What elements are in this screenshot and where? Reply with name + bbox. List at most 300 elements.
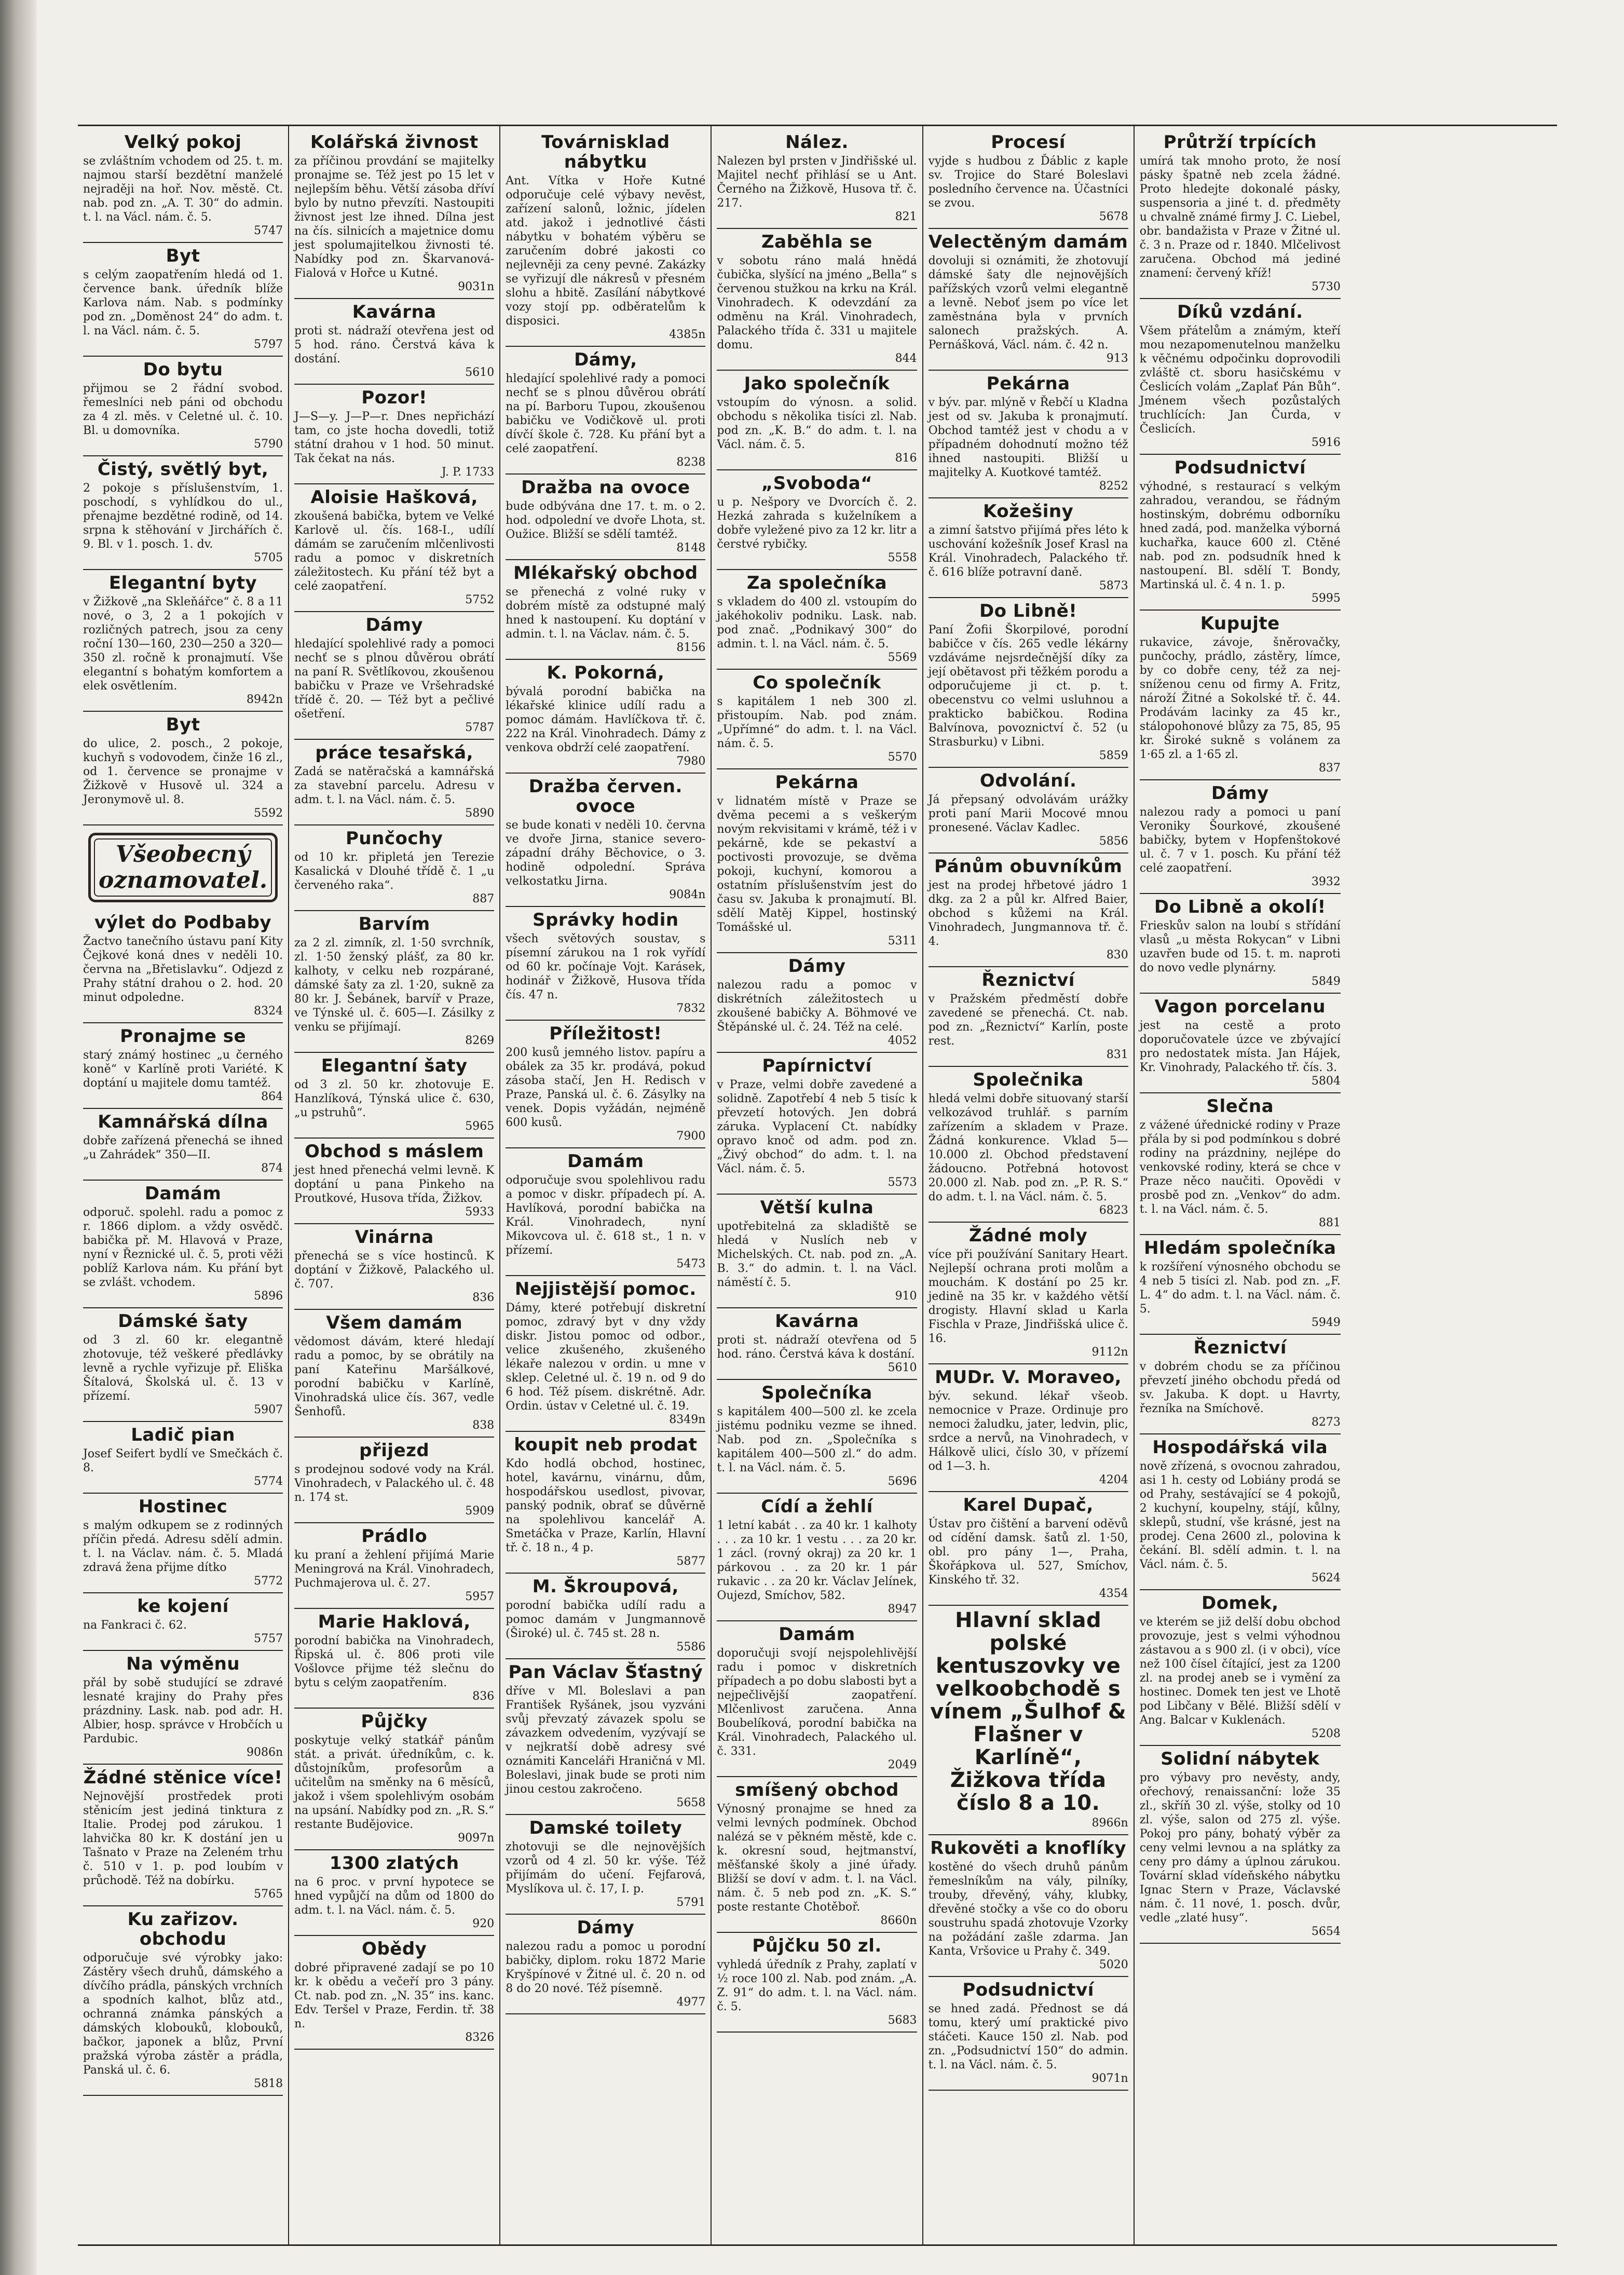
ad-body: Všem přátelům a známým, kteří mou nezapomenutelnou manželku k věčnému odpočinku doprovodili zvláště ct. sboru hasičskému v Česlicích volám „Zaplať Pán Bůh“. Jménem všech pozůstalých truchlících: Jan Čurda, v Česlicích. <box>1139 324 1341 436</box>
ad-body: starý známý hostinec „u černého koně“ v Karlíně proti Variété. K doptání u majitele domu tamtéž. <box>83 1049 283 1090</box>
column-4 <box>712 126 923 2244</box>
ad-code: 6823 <box>1099 1204 1128 1217</box>
ad-body: Žactvo tanečního ústavu paní Kity Čejkové koná dnes v neděli 10. června na „Břetislavku“. Odjezd z Prahy státní drahou o 2. hod. 20 minut odpoledne. <box>83 935 283 1004</box>
classified-ad <box>83 1494 283 1593</box>
ad-title: Jako společník <box>744 373 890 394</box>
classified-ad <box>1140 611 1341 780</box>
ad-title: Řeznictví <box>1193 1337 1287 1358</box>
ad-body: s kapitálem 400—500 zl. ke zcela jistému podniku vezme se ihned. Nab. pod zn. „Společníka s kapitálem 400—500 zl.“ do adm. t. l. na Václ. nám. č. 5. <box>717 1405 917 1474</box>
ad-code: 4354 <box>1099 1587 1128 1600</box>
ad-body: všech světových soustav, s písemní zárukou na 1 rok vyřídí od 60 kr. počínaje Vojt. Karásek, hodinář v Žižkově, Husova třída čís. 47 n. <box>506 932 706 1001</box>
ad-body: vědomost dávám, které hledají radu a pomoc, by se obrátily na paní Kateřinu Maršálkové, porodní babičku v Karlíně, Vinohradská ulice čís. 367, vedle Šenhofů. <box>294 1335 495 1418</box>
ad-title: Byt <box>166 714 200 735</box>
classified-ad <box>506 1432 705 1574</box>
classified-ad <box>1140 1335 1341 1434</box>
ad-title: Kolářská živnost <box>310 132 479 153</box>
ad-body: v býv. par. mlýně v Řebčí u Kladna jest od sv. Jakuba k pronajmutí. Obchod tamtéž jest v chodu a v případném dohodnutí možno též ihned nastoupiti. Bližší u majitelky A. Kuotkové tamtéž. <box>928 396 1128 479</box>
ad-code: 5957 <box>465 1590 495 1603</box>
ad-body: býv. sekund. lékař všeob. nemocnice v Praze. Ordinuje pro nemoci žaludku, jater, ledvin, plic, srdce a nervů, na Vinohradech, v Hálkově ulici, číslo 30, v přízemí od 1—3. h. <box>928 1390 1128 1473</box>
ad-body: Zadá se natěračská a kamnářská za stavební parcelu. Adresu v adm. t. l. na Václ. nám. č. 5. <box>294 765 495 806</box>
classified-ad <box>294 484 494 612</box>
classified-ad <box>1140 1235 1341 1335</box>
ad-title: Podsudnictví <box>1174 457 1306 478</box>
ad-body: ve kterém se již delší dobu obchod provozuje, jest s velmi výhodnou zástavou a s 900 zl. (i v obci), více než 100 čísel čítající, jest za 1200 zl. na prodej aneb se i vymění za hostinec. Domek ten jest ve Lhotě pod Libčany v Bělé. Bližší sdělí v Ang. Balcar v Kuklenách. <box>1139 1616 1341 1727</box>
ad-code: 8324 <box>254 1005 283 1018</box>
classified-ad <box>1140 780 1341 894</box>
ad-code: 2049 <box>888 1758 917 1771</box>
classified-ad <box>294 1139 494 1224</box>
ad-code: 4204 <box>1099 1473 1128 1486</box>
ad-body: hledající spolehlivé rady a pomoci nechť se s plnou důvěrou obrátí na paní R. Světlíkovou, zkoušenou babičku v Praze ve Vršehradské třídě č. 20. — Též byt a pečlivé ošetření. <box>294 638 495 721</box>
ad-body: Frieskův salon na loubí s střídání vlasů „u města Rokycan“ v Libni uzavřen bude od 15. t. m. naproti do novo vedle plynárny. <box>1139 919 1341 974</box>
ad-code: 5624 <box>1311 1572 1341 1585</box>
classified-ad <box>294 911 494 1053</box>
classified-ad <box>929 967 1128 1067</box>
classified-ad <box>929 1606 1128 1835</box>
classified-ad <box>929 1223 1128 1364</box>
column-5 <box>923 126 1135 2244</box>
ad-title: Žádné moly <box>968 1225 1088 1246</box>
ad-title: Prádlo <box>361 1526 428 1547</box>
classified-ad <box>294 740 494 825</box>
classified-ad <box>83 456 283 570</box>
ad-body: přenechá se s více hostinců. K doptání v Žižkově, Palackého ul. č. 707. <box>294 1250 495 1291</box>
ad-body: s malým odkupem se z rodinných příčin předá. Adresu sdělí admin. t. l. na Václav. nám. č. 5. Mladá zdravá žena přijme dítko <box>83 1519 283 1574</box>
classified-ad <box>506 129 705 347</box>
ad-code: 9071n <box>1091 2072 1128 2085</box>
ad-title: smíšený obchod <box>735 1780 899 1800</box>
classified-ad <box>83 1023 283 1109</box>
ad-title: Kavárna <box>352 302 436 322</box>
ad-title: Do Libně! <box>979 601 1077 621</box>
ad-code: 7900 <box>676 1130 706 1143</box>
ad-title: Dražba na ovoce <box>521 477 690 498</box>
ad-body: do ulice, 2. posch., 2 pokoje, kuchyň s vodovodem, činže 16 zl., od 1. července se pronajme v Žižkově v Husově ul. 324 a Jeronymově ul. 8. <box>83 737 283 806</box>
ad-title: 1300 zlatých <box>329 1853 459 1874</box>
classified-ad <box>717 1933 917 2033</box>
ad-title: Rukověti a knoflíky <box>930 1838 1126 1859</box>
classified-ad <box>929 1835 1128 1977</box>
classified-ads-page <box>78 125 1557 2246</box>
ad-code: 5818 <box>254 2077 283 2090</box>
ad-title: Hospodářská vila <box>1152 1437 1328 1458</box>
ad-body: z vážené úřednické rodiny v Praze přála by si pod podmínkou s dobré rodiny na prázdniny, nejlépe do venkovské rodiny, která se chce v Praze něco naučiti. Opovědi v prosbě pod zn. „Venkov“ do adm. t. l. na Václ. nám. č. 5. <box>1139 1119 1341 1216</box>
ad-body: Já přepsaný odvolávám urážky proti paní Marii Mocové mnou pronesené. Václav Kadlec. <box>928 793 1128 834</box>
ad-title: Do Libně a okolí! <box>1154 897 1326 917</box>
ad-code: 7980 <box>676 755 706 768</box>
classified-ad <box>506 1815 705 1915</box>
ad-title: Hledám společníka <box>1144 1238 1336 1258</box>
ad-body: jest na prodej hřbetové jádro 1 dkg. za 2 a půl kr. Alfred Baier, obchod s kůžemi na Král. Vinohradech, Jungmannova tř. č. 4. <box>928 879 1128 948</box>
classified-ad <box>83 243 283 357</box>
ad-body: se bude konati v neděli 10. června ve dvoře Jirna, stanice severo-západní dráhy Běchovice, o 3. hodině odpolední. Správa velkostatku Jirna. <box>506 819 706 888</box>
classified-ad <box>294 612 494 740</box>
ad-code: 821 <box>895 210 917 223</box>
ad-body: přijmou se 2 řádní svobod. řemeslníci neb páni od obchodu za 4 zl. měs. v Celetné ul. č. 10. Bl. u domovníka. <box>83 382 283 437</box>
classified-ad <box>83 1181 283 1308</box>
ad-title: Hlavní sklad polské kentuszovky ve velkoobchodě s vínem „Šulhof & Flašner v Karlíně“, Žižkova třída číslo 8 a 10. <box>930 1608 1127 1815</box>
ad-code: 5965 <box>465 1120 495 1133</box>
section-heading: Všeobecný oznamovatel. <box>94 838 272 897</box>
ad-title: Hostinec <box>138 1496 228 1517</box>
ad-body: Dámy, které potřebují diskretní pomoc, zdravý byt v dny vždy diskr. Jistou pomoc od odbor., velice zkušeného, zkušeného lékaře nalezou v ordin. u mne v sklep. Celetné ul. č. 19 n. od 9 do 6 hod. Též písem. diskrétně. Adr. Ordin. ústav v Celetné ul. č. 19. <box>506 1302 706 1413</box>
ad-title: Půjčku 50 zl. <box>752 1935 882 1956</box>
ad-title: ke kojení <box>137 1596 229 1617</box>
ad-code: 5995 <box>1311 592 1341 605</box>
ad-body: Nalezen byl prsten v Jindřišské ul. Majitel nechť přihlásí se u Ant. Černého na Žižkově, Husova tř. č. 217. <box>717 155 917 210</box>
ad-code: 5859 <box>1099 749 1128 762</box>
ad-title: Pánům obuvníkům <box>934 856 1123 877</box>
classified-ad <box>717 371 917 470</box>
ad-body: dovoluji si oznámiti, že zhotovují dámské šaty dle nejnovějších pařížských vzorů velmi elegantně a levně. Neboť jsem po více let zaměstnána byla v prvních salonech pražských. A. Pernášková, Václ. nám. č. 42 n. <box>928 254 1128 351</box>
ad-code: 8252 <box>1099 480 1128 493</box>
ad-title: Damám <box>779 1624 855 1645</box>
ad-code: 836 <box>472 1291 495 1304</box>
ad-body: ku praní a žehlení přijímá Marie Meningrová na Král. Vinohradech, Puchmajerova ul. č. 27. <box>294 1549 495 1590</box>
ad-code: 874 <box>261 1162 283 1175</box>
ad-code: 5573 <box>888 1176 917 1189</box>
ad-body: vstoupím do výnosn. a solid. obchodu s několika tisíci zl. Nab. pod zn. „K. B.“ do adm. t. l. na Václ. nám. č. 5. <box>717 396 917 451</box>
classified-ad <box>1140 129 1341 299</box>
ad-code: 5774 <box>254 1475 283 1488</box>
ad-code: 5610 <box>465 366 495 379</box>
ad-code: 5658 <box>676 1796 706 1809</box>
classified-ad <box>506 1276 705 1432</box>
ad-code: 8148 <box>676 541 706 554</box>
ad-body: v Praze, velmi dobře zavedené a solidně. Zapotřebí 4 neb 5 tisíc k převzetí hotových. Jen dobrá záruka. Vyplacení Ct. nabídky opravo knoč od adm. pod zn. „Živý obchod“ do adm. t. l. na Václ. nám. č. 5. <box>717 1078 917 1175</box>
classified-ad <box>929 1977 1128 2091</box>
ad-code: 5772 <box>254 1575 283 1588</box>
ad-body: umírá tak mnoho proto, že nosí pásky špatně neb zcela žádné. Proto hledejte dokonalé pásky, suspensoria a jiné t. d. předměty u chvalně známé firmy J. C. Liebel, obr. bandažista v Praze v Žitné ul. č. 3 n. Praze od r. 1840. Mlčelivost zaručena. Obchod má jediné znamení: červený kříž! <box>1139 155 1341 280</box>
ad-body: zkoušená babička, bytem ve Velké Karlově ul. čís. 168-I., udílí dámám se zaručením mlčenlivosti radu a pomoc v diskretních záležitostech. Ku přání též byt a celé zaopatření. <box>294 510 495 593</box>
ad-body: nalezou radu a pomoc v diskrétních záležitostech u zkoušené babičky A. Böhmové ve Štěpánské ul. č. 24. Též na celé. <box>717 979 917 1034</box>
ad-title: Marie Haklová, <box>318 1612 471 1632</box>
ad-body: 2 pokoje s příslušenstvím, 1. poschodí, s vyhlídkou do ul., přenajme bezdětné rodině, od 14. srpna k stěhování v Jirchářích č. 9. Bl. v 1. posch. 1. dv. <box>83 482 283 551</box>
ad-body: J—S—y. J—P—r. Dnes nepřichází tam, co jste hocha dovedli, totiž státní drahou v 1 hod. 50 minut. Tak čekat na nás. <box>294 410 495 465</box>
ad-body: u p. Nešpory ve Dvorcích č. 2. Hezká zahrada s kuželníkem a dobře vyležené pivo za 12 kr. litr a čerstvé rybičky. <box>717 496 917 551</box>
ad-code: 5020 <box>1099 1958 1128 1971</box>
ad-body: na 6 proc. v první hypotece se hned vypůjčí na dům od 1800 do adm. t. l. na Václ. nám. č. 5. <box>294 1876 495 1917</box>
ad-code: 4977 <box>676 1996 706 2009</box>
ad-body: porodní babička na Vinohradech, Řipská ul. č. 806 proti vile Vošlovce přijme též slečnu do bytu s celým zaopatřením. <box>294 1634 495 1689</box>
classified-ad <box>1140 1434 1341 1590</box>
ad-title: Žádné stěnice více! <box>83 1767 283 1788</box>
ad-title: Pozor! <box>361 387 428 408</box>
ad-title: Vagon porcelanu <box>1154 996 1326 1017</box>
ad-body: v lidnatém místě v Praze se dvěma pecemi a s veškerým novým rekvisitami v krámě, též i v pekárně, kde se pekaství a poctivosti provozuje, se dvěma pokoji, kuchyní, komorou a ostatním příslušenstvím jest do času sv. Jakuba k pronajmutí. Bl. sdělí Matěj Kippel, hostinský Tomášské ul. <box>717 795 917 934</box>
ad-title: Punčochy <box>346 828 443 849</box>
classified-ad <box>83 129 283 243</box>
ad-title: Solidní nábytek <box>1161 1749 1320 1769</box>
classified-ad <box>506 347 705 475</box>
ad-title: Co společník <box>753 672 881 693</box>
classified-ad <box>506 560 705 660</box>
ad-code: 5797 <box>254 338 283 351</box>
classified-ad <box>83 712 283 825</box>
ad-title: Společnika <box>973 1069 1084 1090</box>
ad-code: 5208 <box>1311 1727 1341 1740</box>
classified-ad <box>294 825 494 911</box>
ad-body: od 10 kr. připletá jen Terezie Kasalická v Dlouhé třídě č. 1 „u červeného raka“. <box>294 851 495 892</box>
classified-ad <box>1140 994 1341 1093</box>
classified-ad <box>717 470 917 570</box>
ad-code: 5678 <box>1099 210 1128 223</box>
ad-body: v dobrém chodu se za příčinou převzetí jiného obchodu předá od sv. Jakuba. K dopt. u Havrty, řezníka na Smíchově. <box>1139 1360 1341 1415</box>
ad-title: koupit neb prodat <box>514 1434 698 1455</box>
ad-code: 5654 <box>1311 1925 1341 1938</box>
ad-code: 5610 <box>888 1361 917 1374</box>
ad-title: Ku zařizov. obchodu <box>127 1909 239 1949</box>
ad-body: odporučuje svou spolehlivou radu a pomoc v diskr. případech pí. A. Havlíková, porodní babička na Král. Vinohradech, nyní Mikovcova ul. č. 618 st., 1 n. v přízemí. <box>506 1174 706 1257</box>
classified-ad <box>506 1659 705 1815</box>
classified-ad <box>294 129 494 299</box>
ad-body: zhotovuji se dle nejnovějších vzorů od 4 zl. 50 kr. výše. Též přijímám do učení. Fejfarová, Myslíkova ul. č. 17, I. p. <box>506 1840 706 1895</box>
ad-title: M. Škroupová, <box>532 1576 679 1597</box>
ad-code: 5856 <box>1099 835 1128 848</box>
ad-title: přijezd <box>359 1440 430 1461</box>
ad-body: bývalá porodní babička na lékařské klinice udílí radu a pomoc dámám. Havlíčkova tř. č. 222 na Král. Vinohradech. Dámy z venkova obdrží celé zaopatření. <box>506 685 706 754</box>
ad-code: 5933 <box>465 1206 495 1218</box>
ad-code: 5916 <box>1311 436 1341 449</box>
ad-title: Za společníka <box>746 573 888 593</box>
ad-title: Průtrží trpících <box>1163 132 1317 153</box>
ad-body: 200 kusů jemného listov. papíru a obálek za 35 kr. prodává, pokud zásoba stačí, Jen H. Redisch v Praze, Panská ul. č. 6. Zásylky na venek. Dopis vyžádán, nejméně 600 kusů. <box>506 1046 706 1129</box>
ad-title: Do bytu <box>143 359 223 380</box>
ad-code: 881 <box>1318 1216 1341 1229</box>
classified-ad <box>929 598 1128 768</box>
ad-title: Velectěným damám <box>928 232 1128 252</box>
classified-ad <box>83 1308 283 1422</box>
ad-body: v sobotu ráno malá hnědá čubička, slyšící na jméno „Bella“ s červenou stužkou na krku na Král. Vinohradech. K odevzdání za odměnu na Král. Vinohradech, Palackého třída č. 331 u majitele domu. <box>717 254 917 351</box>
classified-ad <box>83 1109 283 1181</box>
classified-ad <box>929 1492 1128 1606</box>
classified-ad <box>1140 1093 1341 1235</box>
ad-body: přál by sobě studující se zdravé lesnaté krajiny do Prahy přes prázdniny. Lask. nab. pod adr. H. Albier, hosp. správce v Hrobčích u Pardubic. <box>83 1676 283 1745</box>
ad-code: 5791 <box>676 1896 706 1909</box>
ad-code: 8326 <box>465 2031 495 2044</box>
classified-ad <box>1140 1746 1341 1944</box>
classified-ad <box>506 475 705 560</box>
ad-title: Karel Dupač, <box>963 1495 1094 1515</box>
classified-ad <box>1140 1590 1341 1746</box>
classified-ad <box>83 357 283 456</box>
ad-body: pro výbavy pro nevěsty, andy, ořechový, renaissanční: lože 35 zl., skříň 30 zl. výše, stolky od 10 zl. výše, salon od 275 zl. výše. Pokoj pro pány, bohatý výběr za ceny velmi levnou a na splátky za ceny pro dámy a úplnou zárukou. Tovární sklad vídeňského nábytku Ignac Stern v Praze, Václavské nám. č. 11 nové, 1. posch. dvůr, vedle „zlaté husy“. <box>1139 1771 1341 1925</box>
ad-body: s vkladem do 400 zl. vstoupím do jakéhokoliv podniku. Lask. nab. pod znač. „Podnikavý 300“ do admin. t. l. na Václ. nám. č. 5. <box>717 595 917 651</box>
ad-body: dříve v Ml. Boleslavi a pan František Ryšánek, jsou vyzváni svůj převzatý závazek spolu se závazkem odvedením, vyzývají se v nejkratší době adresy své oznámiti Kanceláři Hraničná v Ml. Boleslavi, jinak bude se proti nim jinou cestou zakročeno. <box>506 1685 706 1796</box>
classified-ad <box>88 833 278 902</box>
ad-code: 8660n <box>880 1914 917 1927</box>
ad-body: hledající spolehlivé rady a pomoci nechť se s plnou důvěrou obrátí na pí. Barboru Tupou, zkoušenou babičku ve Vodičkově ul. proti dívčí škole č. 728. Ku přání byt a celé zaopatření. <box>506 372 706 455</box>
classified-ad <box>294 1850 494 1936</box>
ad-code: 5909 <box>465 1505 495 1518</box>
ad-body: Kdo hodlá obchod, hostinec, hotel, kavárnu, vinárnu, dům, hospodářskou usedlost, pivovar, panský podnik, obrať se důvěrně na spolehlivou kancelář A. Smetáčka v Praze, Karlín, Hlavní tř. č. 18 n., 4 p. <box>506 1457 706 1554</box>
ad-code: 920 <box>472 1917 495 1930</box>
ad-body: a zimní šatstvo přijímá přes léto k uschování kožešník Josef Krasl na Král. Vinohradech, Palackého tř. č. 616 blíže potravní daně. <box>928 524 1128 579</box>
classified-ad <box>506 1148 705 1276</box>
ad-body: s kapitálem 1 neb 300 zl. přistoupím. Nab. pod znám. „Upřímné“ do adm. t. l. na Václ. nám. č. 5. <box>717 695 917 750</box>
ad-title: Ladič pian <box>131 1425 235 1445</box>
classified-ad <box>929 498 1128 598</box>
ad-code: 910 <box>895 1290 917 1303</box>
ad-code: 913 <box>1106 352 1128 365</box>
ad-body: s celým zaopatřením hledá od 1. července bank. úředník blíže Karlova nám. Nab. s podmínky pod zn. „Doměnost 24“ do adm. t. l. na Václ. nám. č. 5. <box>83 268 283 337</box>
ad-title: Dámy <box>577 1917 635 1938</box>
ad-body: hledá velmi dobře situovaný starší velkozávod truhlář. s parním zařízením a skladem v Praze. Žádná konkurence. Vklad 5—10.000 zl. Obchod představení žádoucno. Potřebná hotovost 20.000 zl. Nab. pod zn. „P. R. S.“ do adm. t. l. na Václ. nám. č. 5. <box>928 1092 1128 1203</box>
ad-body: od 3 zl. 50 kr. zhotovuje E. Hanzlíková, Týnská ulice č. 630, „u pstruhů“. <box>294 1078 495 1119</box>
ad-body: nově zřízená, s ovocnou zahradou, asi 1 h. cesty od Lobiány prodá se od Prahy, sestávající se 4 pokojů, 2 kuchyní, koupelny, stájí, kůlny, sklepů, studní, vše krásné, jest na prodej. Cena 2600 zl., polovina k čekání. Bl. sdělí admin. t. l. na Václ. nám. č. 5. <box>1139 1460 1341 1571</box>
ad-body: proti st. nádraží otevřena od 5 hod. ráno. Čerstvá káva k dostání. <box>717 1334 917 1361</box>
ad-code: 5730 <box>1311 280 1341 293</box>
ad-title: Větší kulna <box>760 1197 874 1218</box>
ad-body: se zvláštním vchodem od 25. t. m. najmou starší bezdětní manželé nejraději na hoř. Nov. městě. Ct. nab. pod zn. „A. T. 30“ do admin. t. l. na Václ. nám. č. 5. <box>83 155 283 224</box>
ad-title: Elegantní byty <box>108 573 257 593</box>
ad-code: 8238 <box>676 456 706 469</box>
ad-title: MUDr. V. Moraveo, <box>935 1367 1122 1388</box>
ad-code: 8156 <box>676 641 706 654</box>
ad-body: od 3 zl. 60 kr. elegantně zhotovuje, též veškeré předlávky levně a rychle vyřizuje př. Eliška Šítalová, Školská ul. č. 13 v přízemí. <box>83 1334 283 1403</box>
ad-body: upotřebitelná za skladiště se hledá v Nuslích neb v Michelských. Ct. nab. pod zn. „A. B. 3.“ do admin. t. l. na Václ. náměstí č. 5. <box>717 1220 917 1289</box>
ad-body: Ústav pro čištění a barvení oděvů od cídění damsk. šatů zl. 1·50, obl. pro pány 1—, Praha, Škořápkova ul. 527, Smíchov, Kinského tř. 32. <box>928 1518 1128 1587</box>
ad-title: Správky hodin <box>533 910 679 930</box>
classified-ad <box>717 1777 917 1933</box>
ad-code: 5787 <box>465 721 495 734</box>
ad-body: se přenechá z volné ruky v dobrém místě za odstupné malý hned k nastoupení. Ku doptání v admin. t. l. na Václav. nám. č. 5. <box>506 586 706 641</box>
classified-ad <box>294 1609 494 1709</box>
ad-body: za příčinou provdání se majitelky pronajme se. Též jest po 15 let v nejlepším běhu. Větší zásoba dříví bylo by nutno převzíti. Nastoupiti živnost jest lze ihned. Dílna jest na čís. silnicích a majetnice domu jest spolumajitelkou živnosti té. Nabídky pod zn. Škarvanová-Fialová v Hořce u Kutné. <box>294 155 495 280</box>
classified-ad <box>717 1308 917 1380</box>
ad-body: Výnosný pronajme se hned za velmi levných podmínek. Obchod nalézá se v pěkném městě, kde c. k. okresní soud, hejtmanství, měšťanské školy a jiné úřady. Bližší se doví v adm. t. l. na Václ. nám. č. 5 neb pod zn. „K. S.“ poste restante Chotěboř. <box>717 1803 917 1914</box>
ad-body: kostěné do všech druhů pánům řemeslníkům na vály, pilníky, trouby, dřevěný, váhy, klubky, dřevěné stočky a vše co do oboru soustruhu spadá zhotovuje Vzorky na požádání zašle zdarma. Jan Kanta, Vršovice u Prahy č. 349. <box>928 1861 1128 1958</box>
ad-body: dobře zařízená přenechá se ihned „u Zahrádek“ 350—II. <box>83 1134 283 1161</box>
ad-body: 1 letní kabát . . za 40 kr. 1 kalhoty . . . za 10 kr. 1 vestu . . . za 20 kr. 1 zácl. (rovný okraj) za 20 kr. 1 párkovou . . za 20 kr. 1 pár rukavic . . za 20 kr. Václav Jelínek, Oujezd, Smíchov, 582. <box>717 1519 917 1602</box>
classified-ad <box>506 774 705 907</box>
ad-code: 8942n <box>246 693 283 706</box>
classified-ad <box>929 768 1128 854</box>
ad-title: K. Pokorná, <box>547 662 665 683</box>
ad-title: výlet do Podbaby <box>94 912 272 933</box>
ad-body: dobré připravené zadají se po 10 kr. k obědu a večeří pro 3 pány. Ct. nab. pod zn. „N. 35“ ins. kanc. Edv. Teršel v Praze, Ferdin. tř. 38 n. <box>294 1961 495 2030</box>
classified-ad <box>929 229 1128 371</box>
ad-code: 5849 <box>1311 975 1341 988</box>
classified-ad <box>717 953 917 1053</box>
column-2 <box>289 126 500 2244</box>
ad-title: Nález. <box>785 132 849 153</box>
ad-title: Půjčky <box>361 1711 428 1732</box>
ad-title: Nejjistější pomoc. <box>514 1279 697 1299</box>
ad-title: Dámy <box>788 956 846 977</box>
classified-ad <box>506 1021 705 1148</box>
ad-code: 5890 <box>465 807 495 820</box>
ad-code: 8966n <box>1091 1817 1128 1830</box>
ad-title: Příležitost! <box>549 1023 662 1044</box>
ad-code: 9086n <box>246 1746 283 1759</box>
ad-body: proti st. nádraží otevřena jest od 5 hod. ráno. Čerstvá káva k dostání. <box>294 324 495 365</box>
ad-title: „Svoboda“ <box>761 473 873 494</box>
ad-body: odporučuje své výrobky jako: Zástěry všech druhů, dámského a dívčího prádla, pánských vrchních a spodních kalhot, blůz atd., ochranná známka pánských a dámských klobouků, klobouků, bačkor, japonek a blůz, První pražská výroba zástěr a prádla, Panská ul. č. 6. <box>83 1952 283 2077</box>
ad-code: 9112n <box>1091 1346 1128 1359</box>
ad-title: práce tesařská, <box>315 742 473 763</box>
classified-ad <box>929 854 1128 967</box>
classified-ad <box>506 1915 705 2014</box>
ad-code: 8269 <box>465 1034 495 1047</box>
ad-code: 5586 <box>676 1641 706 1654</box>
classified-ad <box>1140 299 1341 455</box>
ad-title: Pekárna <box>775 772 859 793</box>
ad-title: Kamnářská dílna <box>98 1112 268 1132</box>
ad-title: Velký pokoj <box>124 132 242 153</box>
ad-code: 5752 <box>465 593 495 606</box>
ad-code: 7832 <box>676 1002 706 1015</box>
ad-title: Dámy <box>365 615 424 635</box>
ad-code: 5949 <box>1311 1316 1341 1329</box>
ad-title: Společníka <box>761 1383 872 1403</box>
classified-ad <box>294 1438 494 1523</box>
ad-code: 5804 <box>1311 1075 1341 1088</box>
ad-code: 3932 <box>1311 875 1341 888</box>
page-binding-edge <box>0 0 36 2275</box>
classified-ad <box>294 1310 494 1438</box>
ad-code: 8947 <box>888 1603 917 1616</box>
ad-title: Pekárna <box>986 373 1070 394</box>
ad-code: 5696 <box>888 1475 917 1488</box>
ad-title: Pan Václav Šťastný <box>508 1662 703 1683</box>
classified-ad <box>294 385 494 484</box>
ad-body: nalezou radu a pomoc u porodní babičky, diplom. roku 1872 Marie Kryšpínové v Žitné ul. č. 20 n. od 8 do 20 nové. Též písemně. <box>506 1940 706 1995</box>
classified-ad <box>929 371 1128 498</box>
ad-body: doporučuji svojí nejspolehlivější radu i pomoc v diskretních případech a po dobu slabosti byt a nejpečlivější zaopatření. Mlčenlivost zaručena. Anna Boubelíková, porodní babička na Král. Vinohradech, Palackého ul. č. 331. <box>717 1647 917 1758</box>
ad-code: 5558 <box>888 551 917 564</box>
ad-title: Čistý, světlý byt, <box>97 459 269 480</box>
ad-title: Domek, <box>1201 1593 1279 1614</box>
ad-title: Damám <box>567 1151 644 1172</box>
ad-code: 838 <box>472 1419 495 1432</box>
classified-ad <box>506 907 705 1021</box>
ad-code: 836 <box>472 1690 495 1703</box>
classified-ad <box>929 129 1128 229</box>
ad-title: Cídí a žehlí <box>761 1496 873 1517</box>
ad-code: 887 <box>472 892 495 905</box>
ad-title: Vinárna <box>354 1227 434 1248</box>
classified-ad <box>717 1380 917 1494</box>
ad-title: Papírnictví <box>762 1055 872 1076</box>
ad-body: Paní Žofii Škorpilové, porodní babičce v čís. 265 vedle lékárny vzdáváme nejsrdečnější díky za její obětavost při těžkém porodu a odporučujeme ji ct. p. t. obecenstvu co velmi usluhnou a prakticko babičkou. Rodina Balvínova, povoznictví č. 52 (u Strasburku) v Libni. <box>928 624 1128 749</box>
ad-body: Nejnovější prostředek proti stěnicím jest jediná tinktura z Italie. Prodej pod zárukou. 1 lahvička 80 kr. K dostání jen u Tašnato v Praze na Zeleném trhu č. 510 v 1. p. pod loubím v průchodě. Též na dobírku. <box>83 1790 283 1887</box>
ad-code: 5473 <box>676 1257 706 1270</box>
ad-body: více při používání Sanitary Heart. Nejlepší ochrana proti molům a mouchám. K dostání po 25 kr. jedině na 35 kr. v každého větší drogisty. Hlavní sklad u Karla Fischla v Praze, Jindřišská ulice č. 16. <box>928 1248 1128 1345</box>
ad-code: 5705 <box>254 551 283 564</box>
ad-body: v Žižkově „na Skleňářce“ č. 8 a 11 nové, o 3, 2 a 1 pokojích v rozličných patrech, jsou za ceny roční 130—160, 230—250 a 320—350 zl. ročně k pronajmutí. Vše elegantní s bohatým komfortem a elek osvětlením. <box>83 595 283 693</box>
ad-title: Díků vzdání. <box>1177 302 1303 322</box>
ad-title: Aloisie Hašková, <box>310 487 478 508</box>
ad-body: na Fankraci č. 62. <box>83 1619 187 1632</box>
classified-ad <box>83 910 283 1023</box>
ad-title: Slečna <box>1206 1096 1274 1117</box>
ad-code: 831 <box>1106 1048 1128 1061</box>
ad-title: Byt <box>166 246 200 266</box>
ad-code: 5873 <box>1099 579 1128 592</box>
ad-title: Mlékařský obchod <box>513 563 698 584</box>
classified-ad <box>929 1067 1128 1223</box>
ad-code: 8349n <box>669 1413 706 1426</box>
ad-code: 5790 <box>254 438 283 451</box>
ad-title: Damám <box>144 1183 222 1204</box>
ad-body: výhodné, s restaurací s velkým zahradou, verandou, se řádným hostinským, dobrému odborníku hned zadá, pod. manželka výborná kuchařka, kauce 600 zl. Ctěné nab. pod zn. podsudník hned k nastoupení. Bl. sdělí T. Bondy, Martinská ul. č. 4 n. 1. p. <box>1139 480 1341 591</box>
ad-code: 844 <box>895 352 917 365</box>
ad-title: Barvím <box>358 914 430 935</box>
ad-code: 5592 <box>254 807 283 820</box>
classified-ad <box>717 570 917 670</box>
ad-title: Kavárna <box>775 1311 859 1332</box>
